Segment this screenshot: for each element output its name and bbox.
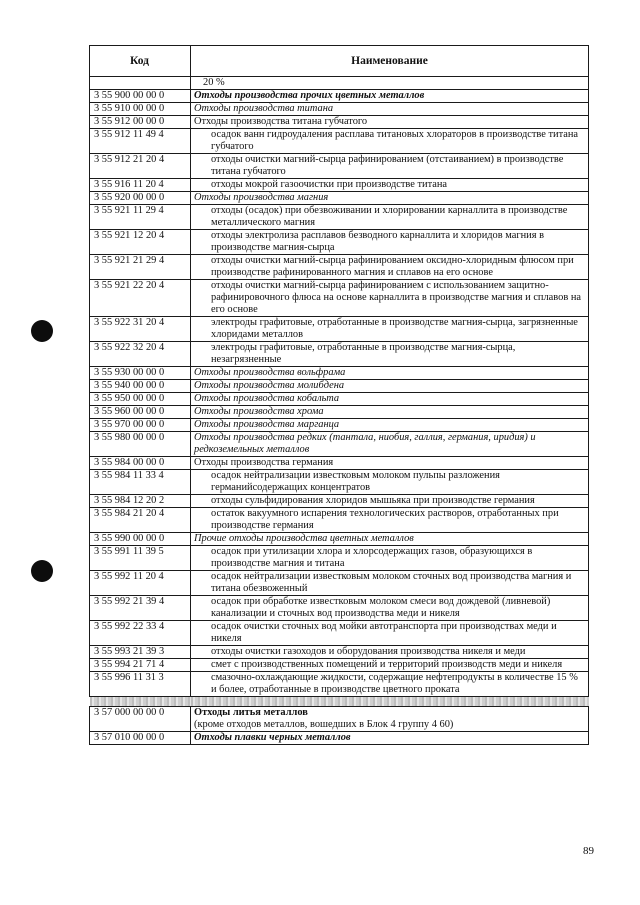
table-row	[90, 621, 589, 646]
row-code: 3 55 996 11 31 3	[90, 672, 191, 697]
row-code: 3 55 922 32 20 4	[90, 342, 191, 367]
table-row	[90, 495, 589, 508]
row-name: Отходы производства титана	[191, 103, 589, 116]
table-row	[90, 546, 589, 571]
row-name: Отходы производства редких (тантала, ниобия, галлия, германия, иридия) и редкоземельных металлов	[191, 432, 589, 457]
row-name: Отходы плавки черных металлов	[191, 732, 589, 745]
row-name: Отходы производства германия	[191, 457, 589, 470]
row-name: Отходы производства прочих цветных металлов	[191, 90, 589, 103]
row-code: 3 55 912 00 00 0	[90, 116, 191, 129]
row-name: отходы электролиза расплавов безводного карналлита и хлоридов магния в производстве магния-сырца	[191, 230, 589, 255]
row-code: 3 55 921 12 20 4	[90, 230, 191, 255]
row-code: 3 55 984 00 00 0	[90, 457, 191, 470]
table-row	[90, 533, 589, 546]
table-row	[90, 342, 589, 367]
table-row	[90, 179, 589, 192]
row-code: 3 55 921 11 29 4	[90, 205, 191, 230]
table-row	[90, 393, 589, 406]
table-row	[90, 154, 589, 179]
row-code: 3 57 000 00 00 0	[90, 707, 191, 732]
table-row	[90, 367, 589, 380]
row-code: 3 55 970 00 00 0	[90, 419, 191, 432]
table-row	[90, 129, 589, 154]
row-name: отходы очистки магний-сырца рафинированием с использованием защитно-рафинировочного флюса на основе карналлита в производстве магния и сплавов на его основе	[191, 280, 589, 317]
table-row	[90, 255, 589, 280]
row-name: смет с производственных помещений и территорий производств меди и никеля	[191, 659, 589, 672]
row-code: 3 55 921 22 20 4	[90, 280, 191, 317]
row-name-title: Отходы литья металлов	[194, 707, 308, 718]
row-name: Отходы производства титана губчатого	[191, 116, 589, 129]
row-code: 3 55 992 21 39 4	[90, 596, 191, 621]
table-row	[90, 419, 589, 432]
row-code: 3 55 994 21 71 4	[90, 659, 191, 672]
table-row	[90, 571, 589, 596]
table-row	[90, 103, 589, 116]
table-row	[90, 707, 589, 732]
row-name-note: (кроме отходов металлов, вошедших в Блок 4 группу 4 60)	[194, 719, 454, 730]
table-row	[90, 280, 589, 317]
table-row	[90, 230, 589, 255]
row-code: 3 55 960 00 00 0	[90, 406, 191, 419]
row-name: Отходы производства молибдена	[191, 380, 589, 393]
row-code: 3 55 984 11 33 4	[90, 470, 191, 495]
table-header-row	[90, 46, 589, 77]
row-name	[191, 707, 589, 732]
column-header-code: Код	[90, 46, 191, 77]
table-row	[90, 672, 589, 697]
waste-classification-table	[89, 45, 589, 745]
row-name: электроды графитовые, отработанные в производстве магния-сырца, незагрязненные	[191, 342, 589, 367]
row-code: 3 55 916 11 20 4	[90, 179, 191, 192]
row-code: 3 55 912 11 49 4	[90, 129, 191, 154]
row-name: осадок при обработке известковым молоком смеси вод дождевой (ливневой) канализации и сточных вод производства меди и никеля	[191, 596, 589, 621]
table-row	[90, 77, 589, 90]
table-row	[90, 659, 589, 672]
row-code: 3 57 010 00 00 0	[90, 732, 191, 745]
table-row	[90, 508, 589, 533]
row-name: Отходы производства вольфрама	[191, 367, 589, 380]
row-code: 3 55 992 22 33 4	[90, 621, 191, 646]
row-name: осадок нейтрализации известковым молоком пульпы разложения германийсодержащих концентратов	[191, 470, 589, 495]
row-code: 3 55 922 31 20 4	[90, 317, 191, 342]
row-code: 3 55 900 00 00 0	[90, 90, 191, 103]
row-name: Прочие отходы производства цветных металлов	[191, 533, 589, 546]
row-code: 3 55 912 21 20 4	[90, 154, 191, 179]
row-name: осадок ванн гидроудаления расплава титановых хлораторов в производстве титана губчатого	[191, 129, 589, 154]
table-row	[90, 406, 589, 419]
row-code	[90, 77, 191, 90]
scan-gap-cell	[191, 697, 589, 707]
row-name: Отходы производства кобальта	[191, 393, 589, 406]
table-row	[90, 732, 589, 745]
binder-hole-top	[31, 320, 53, 342]
row-name: отходы очистки магний-сырца рафинированием оксидно-хлоридным флюсом при производстве рафинированного магния и сплавов на его основе	[191, 255, 589, 280]
row-name: отходы (осадок) при обезвоживании и хлорировании карналлита в производстве металлического магния	[191, 205, 589, 230]
row-name: осадок при утилизации хлора и хлорсодержащих газов, образующихся в производстве магния и титана	[191, 546, 589, 571]
row-name: осадок очистки сточных вод мойки автотранспорта при производствах меди и никеля	[191, 621, 589, 646]
scan-gap-strip	[90, 697, 589, 707]
row-code: 3 55 921 21 29 4	[90, 255, 191, 280]
table-row	[90, 380, 589, 393]
table-row	[90, 432, 589, 457]
row-code: 3 55 991 11 39 5	[90, 546, 191, 571]
row-code: 3 55 920 00 00 0	[90, 192, 191, 205]
row-code: 3 55 950 00 00 0	[90, 393, 191, 406]
table-row	[90, 205, 589, 230]
table-row	[90, 192, 589, 205]
row-code: 3 55 984 21 20 4	[90, 508, 191, 533]
column-header-name: Наименование	[191, 46, 589, 77]
page-number: 89	[583, 845, 594, 857]
scan-gap-cell	[90, 697, 191, 707]
row-code: 3 55 930 00 00 0	[90, 367, 191, 380]
row-name: отходы мокрой газоочистки при производстве титана	[191, 179, 589, 192]
row-name: электроды графитовые, отработанные в производстве магния-сырца, загрязненные хлоридами металлов	[191, 317, 589, 342]
row-code: 3 55 910 00 00 0	[90, 103, 191, 116]
row-code: 3 55 980 00 00 0	[90, 432, 191, 457]
table-row	[90, 646, 589, 659]
row-name: Отходы производства магния	[191, 192, 589, 205]
row-name: отходы очистки газоходов и оборудования производства никеля и меди	[191, 646, 589, 659]
row-code: 3 55 993 21 39 3	[90, 646, 191, 659]
row-name: смазочно-охлаждающие жидкости, содержащие нефтепродукты в количестве 15 % и более, отработанные в производстве цветного проката	[191, 672, 589, 697]
row-name: отходы сульфидирования хлоридов мышьяка при производстве германия	[191, 495, 589, 508]
row-name: остаток вакуумного испарения технологических растворов, отработанных при производстве германия	[191, 508, 589, 533]
table-row	[90, 596, 589, 621]
row-name: 20 %	[191, 77, 589, 90]
row-code: 3 55 940 00 00 0	[90, 380, 191, 393]
row-name: Отходы производства марганца	[191, 419, 589, 432]
row-code: 3 55 990 00 00 0	[90, 533, 191, 546]
table-row	[90, 90, 589, 103]
table-row	[90, 317, 589, 342]
binder-hole-bottom	[31, 560, 53, 582]
row-name: Отходы производства хрома	[191, 406, 589, 419]
row-name: осадок нейтрализации известковым молоком сточных вод производства магния и титана обезвоженный	[191, 571, 589, 596]
row-code: 3 55 984 12 20 2	[90, 495, 191, 508]
table-row	[90, 457, 589, 470]
table-row	[90, 470, 589, 495]
table-row	[90, 116, 589, 129]
row-name: отходы очистки магний-сырца рафинированием (отстаиванием) в производстве титана губчатого	[191, 154, 589, 179]
row-code: 3 55 992 11 20 4	[90, 571, 191, 596]
